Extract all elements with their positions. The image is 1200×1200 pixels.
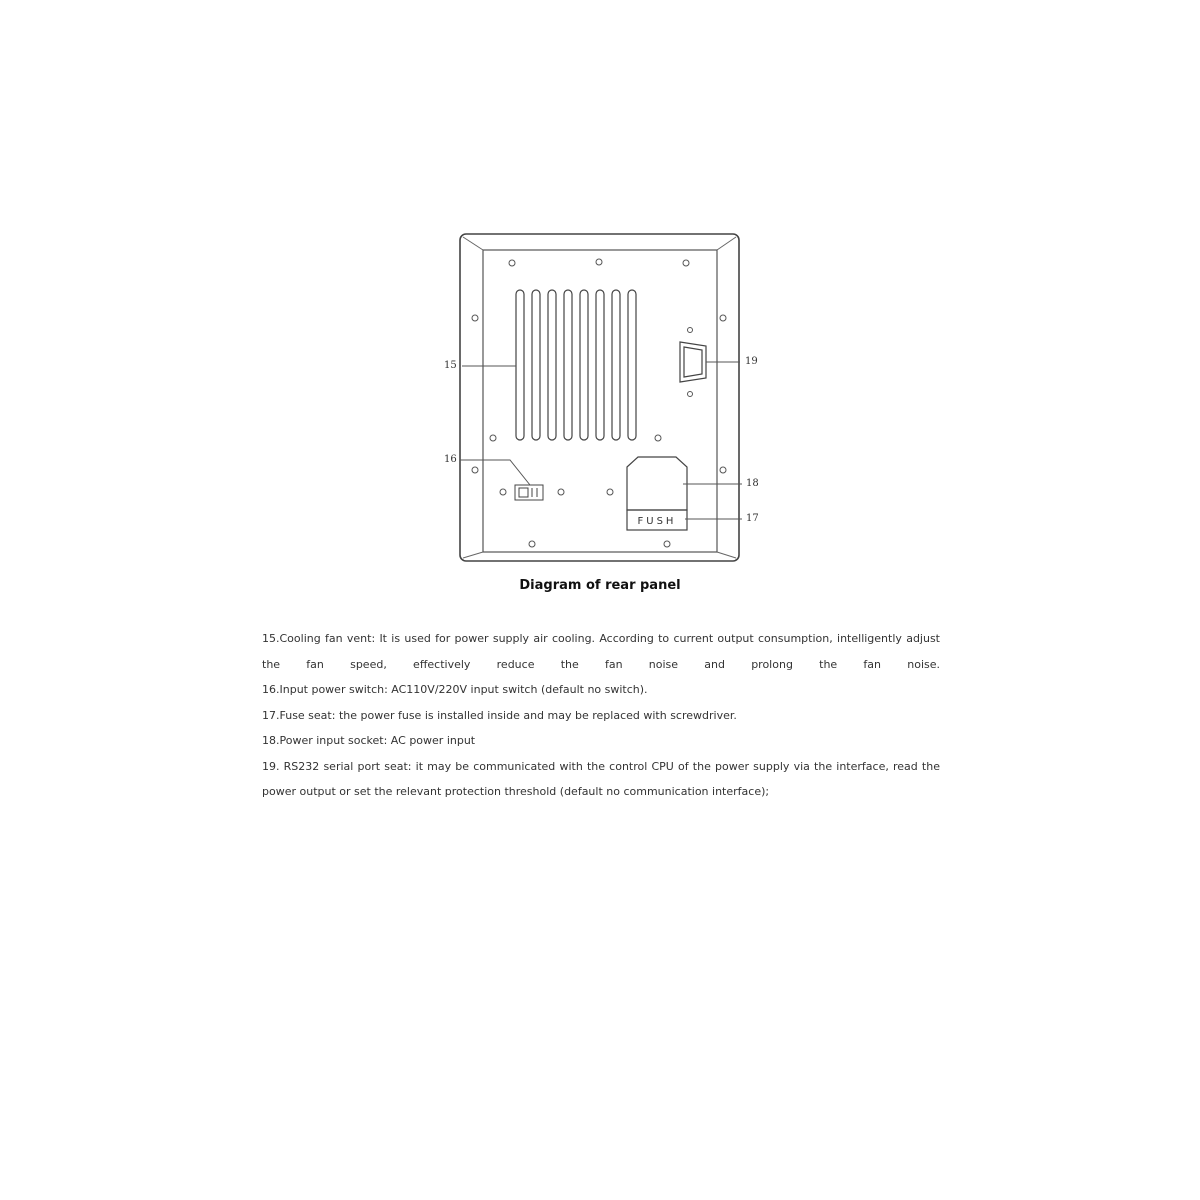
panel-outer-frame: [460, 234, 739, 561]
diagram-caption: Diagram of rear panel: [519, 578, 681, 593]
description-item-18: 18.Power input socket: AC power input: [262, 734, 476, 747]
panel-bevel-lines: [463, 237, 736, 558]
description-item-19: 19. RS232 serial port seat: it may be communicated with the control CPU of the power supply via the interface, read the power output or set the relevant protection threshold (default no communication interface);: [262, 759, 940, 798]
callout-15: 15: [444, 360, 457, 371]
description-item-17: 17.Fuse seat: the power fuse is installed inside and may be replaced with screwdriver.: [262, 708, 737, 722]
description-item-16: 16.Input power switch: AC110V/220V input switch (default no switch).: [262, 683, 648, 696]
rs232-serial-port: [680, 342, 706, 382]
screw: [472, 315, 478, 321]
screw: [472, 467, 478, 473]
callout-16: 16: [444, 454, 457, 465]
leader-16: [460, 460, 530, 485]
screw: [688, 392, 693, 397]
screw: [529, 541, 535, 547]
callout-17: 17: [746, 513, 759, 524]
screw: [720, 315, 726, 321]
screw: [664, 541, 670, 547]
input-power-switch: [515, 485, 543, 500]
screw: [509, 260, 515, 266]
screw: [720, 467, 726, 473]
component-descriptions: [262, 626, 940, 805]
leader-lines: [460, 362, 742, 519]
screw: [490, 435, 496, 441]
screw: [500, 489, 506, 495]
power-input-socket: [627, 457, 687, 510]
cooling-fan-vent: [516, 290, 636, 440]
fuse-seat-label: FUSH: [637, 516, 677, 527]
screw: [688, 328, 693, 333]
screw: [558, 489, 564, 495]
callout-19: 19: [745, 356, 758, 367]
screw: [596, 259, 602, 265]
panel-inner-frame: [483, 250, 717, 552]
screw: [683, 260, 689, 266]
callout-18: 18: [746, 478, 759, 489]
screw: [655, 435, 661, 441]
panel-screws: [472, 259, 726, 547]
description-item-15: 15.Cooling fan vent: It is used for power supply air cooling. According to current output consumption, intelligently adjust the fan speed, effectively reduce the fan noise and prolong the fan noise.: [262, 632, 940, 671]
screw: [607, 489, 613, 495]
